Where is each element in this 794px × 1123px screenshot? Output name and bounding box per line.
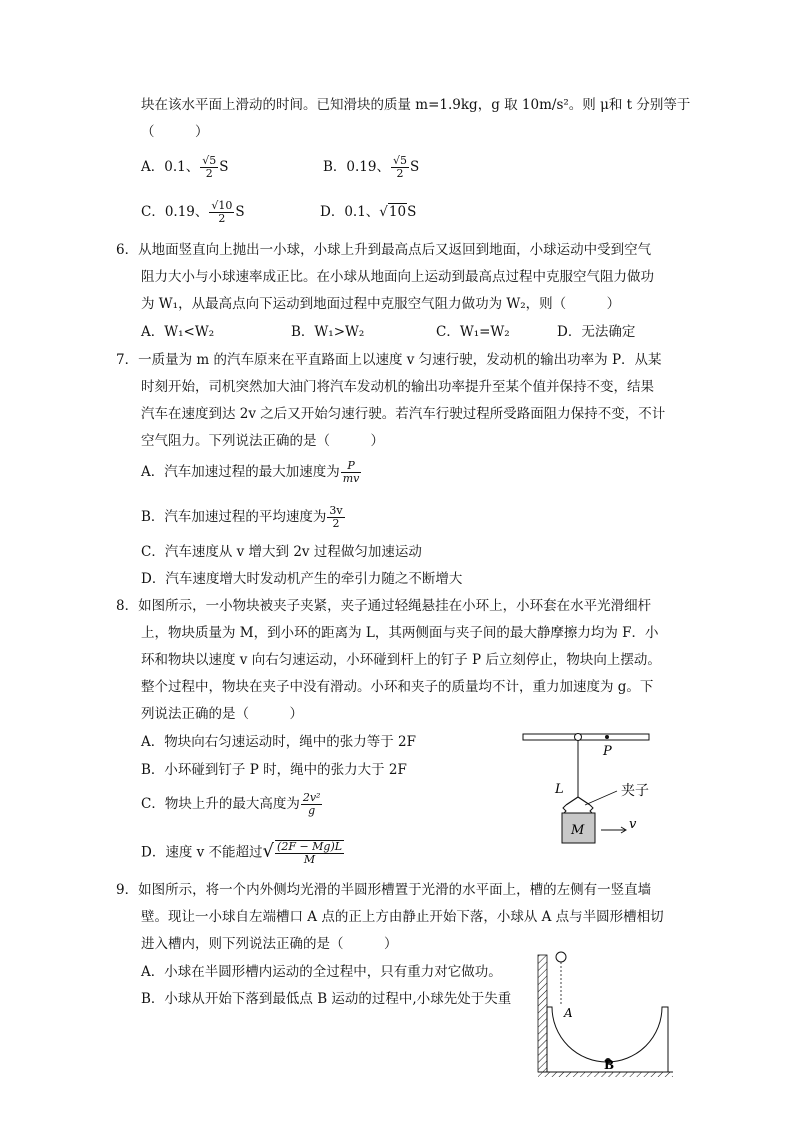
q5-option-d[interactable]: D．0.1、√10S [320,204,417,220]
q9-line1: 9．如图所示，将一个内外侧均光滑的半圆形槽置于光滑的水平面上，槽的左侧有一竖直墙 [116,882,652,898]
q8-option-a[interactable]: A．物块向右匀速运动时，绳中的张力等于 2F [141,734,416,750]
fraction: $\frac{√10}{2}$ [211,199,233,225]
q5-line2: （ ） [141,124,209,140]
length-label: L [555,782,564,797]
q7-option-a[interactable]: A．汽车加速过程的最大加速度为 $\frac{P}{mv}$ [141,459,360,485]
q5-option-b[interactable]: B．0.19、 $\frac{√5}{2}$ S [323,154,420,180]
q7-line4: 空气阻力。下列说法正确的是（ ） [141,433,384,449]
fraction: $\frac{\text{2v²}}{g}$ [302,791,321,817]
q7-option-c[interactable]: C．汽车速度从 v 增大到 2v 过程做匀加速运动 [141,544,422,560]
q8-figure [515,725,665,855]
q6-line3: 为 W₁，从最高点向下运动到地面过程中克服空气阻力做功为 W₂，则（ ） [141,296,621,312]
point-b-label: B [604,1058,615,1072]
q6-option-a[interactable]: A．W₁<W₂ [141,324,215,340]
q7-option-b[interactable]: B．汽车加速过程的平均速度为 $\frac{3v}{2}$ [141,504,343,530]
q8-option-d[interactable]: D．速度 v 不能超过√ $\frac{(2F - Mg)L}{M}$ [141,840,343,866]
q8-line5: 列说法正确的是（ ） [141,706,303,722]
q6-option-b[interactable]: B．W₁>W₂ [291,324,365,340]
fraction: $\frac{√5}{2}$ [392,154,407,180]
fraction: $\frac{√5}{2}$ [202,154,217,180]
q6-option-d[interactable]: D．无法确定 [557,324,636,340]
q9-line2: 壁。现让一小球自左端槽口 A 点的正上方由静止开始下落，小球从 A 点与半圆形槽相切 [141,909,664,925]
fraction: $\frac{3v}{2}$ [329,504,343,530]
q9-line3: 进入槽内，则下列说法正确的是（ ） [141,936,398,952]
q7-line3: 汽车在速度到达 2v 之后又开始匀速行驶。若汽车行驶过程所受路面阻力保持不变，不计 [141,406,666,422]
clip-label: 夹子 [621,783,649,799]
mass-label: M [571,823,585,838]
q8-option-c[interactable]: C．物块上升的最大高度为 $\frac{\text{2v²}}{g}$ [141,791,321,817]
q6-line1: 6．从地面竖直向上抛出一小球，小球上升到最高点后又返回到地面，小球运动中受到空气 [116,242,652,258]
q9-option-a[interactable]: A．小球在半圆形槽内运动的全过程中，只有重力对它做功。 [141,964,502,980]
q7-line2: 时刻开始，司机突然加大油门将汽车发动机的输出功率提升至某个值并保持不变，结果 [141,379,654,395]
q9-option-b[interactable]: B．小球从开始下落到最低点 B 运动的过程中,小球先处于失重 [141,991,512,1007]
q9-figure [528,945,678,1085]
q6-option-c[interactable]: C．W₁=W₂ [436,324,510,340]
q5-line1: 块在该水平面上滑动的时间。已知滑块的质量 m=1.9kg，g 取 10m/s²。则 μ和 t 分别等于 [141,97,691,113]
q7-line1: 7．一质量为 m 的汽车原来在平直路面上以速度 v 匀速行驶，发动机的输出功率为 P．从某 [116,352,662,368]
q8-line2: 上，物块质量为 M，到小环的距离为 L，其两侧面与夹子间的最大静摩擦力均为 F．小 [141,625,659,641]
q5-option-a[interactable]: A．0.1、 $\frac{√5}{2}$ S [141,154,229,180]
peg-label: P [603,744,612,759]
q8-line1: 8．如图所示，一小物块被夹子夹紧，夹子通过轻绳悬挂在小环上，小环套在水平光滑细杆 [116,598,652,614]
q6-line2: 阻力大小与小球速率成正比。在小球从地面向上运动到最高点过程中克服空气阻力做功 [141,269,654,285]
point-a-label: A [564,1006,573,1020]
fraction: $\frac{(2F - Mg)L}{M}$ [277,840,343,866]
fraction: $\frac{P}{mv}$ [342,459,360,485]
q8-line3: 环和物块以速度 v 向右匀速运动，小环碰到杆上的钉子 P 后立刻停止，物块向上摆动。 [141,652,661,668]
q7-option-d[interactable]: D．汽车速度增大时发动机产生的牵引力随之不断增大 [141,571,463,587]
q8-line4: 整个过程中，物块在夹子中没有滑动。小环和夹子的质量均不计，重力加速度为 g。下 [141,679,654,695]
velocity-label: v [629,817,637,832]
q8-option-b[interactable]: B．小环碰到钉子 P 时，绳中的张力大于 2F [141,762,407,778]
q5-option-c[interactable]: C．0.19、 $\frac{√10}{2}$ S [141,199,245,225]
